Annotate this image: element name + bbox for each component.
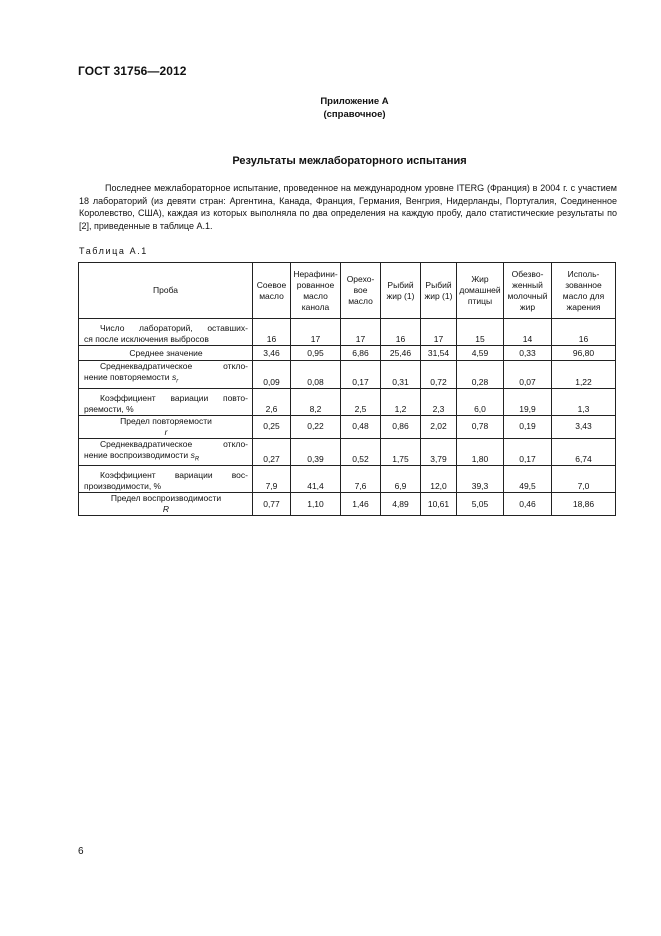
value-cell: 7,0 <box>552 466 616 493</box>
value-cell: 0,72 <box>421 361 457 389</box>
row-label-line-1: Коэффициент вариации повто- <box>100 392 248 403</box>
value-cell: 7,6 <box>341 466 381 493</box>
value-cell: 1,10 <box>291 493 341 516</box>
row-label-line-1: Число лабораторий, оставших- <box>100 323 248 333</box>
value-cell: 12,0 <box>421 466 457 493</box>
row-label-text: Предел повторяемости <box>120 415 212 426</box>
value-cell: 19,9 <box>504 388 552 415</box>
table-row <box>79 493 616 516</box>
value-cell: 1,3 <box>552 388 616 415</box>
appendix-header <box>0 95 661 121</box>
value-cell: 0,17 <box>504 438 552 466</box>
value-cell: 25,46 <box>381 346 421 361</box>
row-label <box>79 361 253 389</box>
appendix-subtitle: (справочное) <box>323 109 386 120</box>
value-cell: 1,2 <box>381 388 421 415</box>
value-cell: 4,89 <box>381 493 421 516</box>
value-cell: 1,22 <box>552 361 616 389</box>
row-label-line-2 <box>84 450 248 466</box>
value-cell: 17 <box>291 319 341 346</box>
row-label-text: Среднее значение <box>129 347 203 358</box>
value-cell: 4,59 <box>457 346 504 361</box>
value-cell: 17 <box>341 319 381 346</box>
appendix-title: Приложение А <box>320 96 389 107</box>
value-cell: 0,25 <box>253 415 291 438</box>
row-label-line-2-text: производимости, % <box>84 481 162 492</box>
row-label <box>79 415 253 438</box>
intro-paragraph: Последнее межлабораторное испытание, проведенное на международном уровне ITERG (Франция) в 2004 г. с участием 18 лабораторий (из девяти стран: Аргентина, Канада, Франция, Германия, Венгрия, Нидерланды, Португалия, Соединенное Королевство, США), каждая из которых выполняла по два определения на каждую пробу, дало статистические результаты по [2], приведенные в таблице А.1. <box>79 183 617 231</box>
value-cell: 2,5 <box>341 388 381 415</box>
value-cell: 3,46 <box>253 346 291 361</box>
document-code: ГОСТ 31756—2012 <box>78 64 187 78</box>
row-label-line-2 <box>84 481 248 492</box>
section-heading-text: Результаты межлабораторного испытания <box>232 155 467 167</box>
row-label <box>79 466 253 493</box>
value-cell: 0,22 <box>291 415 341 438</box>
value-cell: 7,9 <box>253 466 291 493</box>
value-cell: 0,86 <box>381 415 421 438</box>
value-cell: 0,19 <box>504 415 552 438</box>
header-cell: Нерафинированное масло канола <box>291 263 341 319</box>
row-symbol: $s_r$ <box>171 372 179 385</box>
header-cell: Проба <box>79 263 253 319</box>
value-cell: 0,17 <box>341 361 381 389</box>
table-header-row <box>79 263 616 319</box>
value-cell: 17 <box>421 319 457 346</box>
value-cell: 16 <box>381 319 421 346</box>
row-label-line-2-text: ся после исключения выбросов <box>84 334 209 344</box>
value-cell: 0,39 <box>291 438 341 466</box>
row-label-line-2 <box>84 404 248 415</box>
row-label-line-1: Коэффициент вариации вос- <box>100 470 248 481</box>
value-cell: 15 <box>457 319 504 346</box>
header-cell: Рыбий жир (1) <box>381 263 421 319</box>
row-label-line-1: Среднеквадратическое откло- <box>100 361 248 371</box>
table-body <box>79 319 616 516</box>
value-cell: 0,52 <box>341 438 381 466</box>
value-cell: 6,86 <box>341 346 381 361</box>
table-row <box>79 346 616 361</box>
value-cell: 0,07 <box>504 361 552 389</box>
header-cell: Использованное масло для жарения <box>552 263 616 319</box>
value-cell: 6,0 <box>457 388 504 415</box>
row-label-line-2 <box>84 372 248 388</box>
value-cell: 3,79 <box>421 438 457 466</box>
value-cell: 16 <box>552 319 616 346</box>
row-label-line-2 <box>84 334 248 345</box>
value-cell: 2,3 <box>421 388 457 415</box>
value-cell: 16 <box>253 319 291 346</box>
value-cell: 10,61 <box>421 493 457 516</box>
header-cell: Рыбий жир (1) <box>421 263 457 319</box>
row-label-line-2-text: нение воспроизводимости <box>84 449 189 460</box>
value-cell: 96,80 <box>552 346 616 361</box>
value-cell: 0,77 <box>253 493 291 516</box>
header-cell: Жир домашней птицы <box>457 263 504 319</box>
table-caption: Таблица А.1 <box>79 246 148 256</box>
value-cell: 0,09 <box>253 361 291 389</box>
table-row <box>79 361 616 389</box>
page-number: 6 <box>78 846 84 857</box>
value-cell: 39,3 <box>457 466 504 493</box>
row-label-line-1: Среднеквадратическое откло- <box>100 438 248 449</box>
table-row <box>79 438 616 466</box>
value-cell: 2,6 <box>253 388 291 415</box>
table-row <box>79 415 616 438</box>
header-cell: Обезвоженный молочный жир <box>504 263 552 319</box>
value-cell: 41,4 <box>291 466 341 493</box>
value-cell: 0,48 <box>341 415 381 438</box>
row-label-line-2-text: ряемости, % <box>84 403 134 414</box>
row-label <box>79 388 253 415</box>
value-cell: 3,43 <box>552 415 616 438</box>
header-cell: Соевое масло <box>253 263 291 319</box>
value-cell: 0,31 <box>381 361 421 389</box>
row-label <box>79 493 253 516</box>
value-cell: 1,46 <box>341 493 381 516</box>
row-symbol: $s_R$ <box>190 449 200 463</box>
value-cell: 49,5 <box>504 466 552 493</box>
table-row <box>79 466 616 493</box>
table-row <box>79 388 616 415</box>
row-symbol: R <box>162 504 170 515</box>
table-row <box>79 319 616 346</box>
value-cell: 6,9 <box>381 466 421 493</box>
value-cell: 1,80 <box>457 438 504 466</box>
value-cell: 1,75 <box>381 438 421 466</box>
value-cell: 0,95 <box>291 346 341 361</box>
header-cell: Ореховое масло <box>341 263 381 319</box>
value-cell: 18,86 <box>552 493 616 516</box>
row-label <box>79 319 253 346</box>
value-cell: 6,74 <box>552 438 616 466</box>
value-cell: 0,33 <box>504 346 552 361</box>
value-cell: 31,54 <box>421 346 457 361</box>
row-label <box>79 346 253 361</box>
results-table <box>78 262 616 516</box>
value-cell: 8,2 <box>291 388 341 415</box>
value-cell: 2,02 <box>421 415 457 438</box>
value-cell: 0,08 <box>291 361 341 389</box>
row-symbol: r <box>164 426 168 437</box>
value-cell: 14 <box>504 319 552 346</box>
row-label-line-2-text: нение повторяемости <box>84 372 170 382</box>
section-heading <box>0 155 661 167</box>
row-label-text: Предел воспроизводимости <box>110 493 222 504</box>
value-cell: 0,78 <box>457 415 504 438</box>
row-label <box>79 438 253 466</box>
value-cell: 5,05 <box>457 493 504 516</box>
value-cell: 0,46 <box>504 493 552 516</box>
value-cell: 0,28 <box>457 361 504 389</box>
value-cell: 0,27 <box>253 438 291 466</box>
